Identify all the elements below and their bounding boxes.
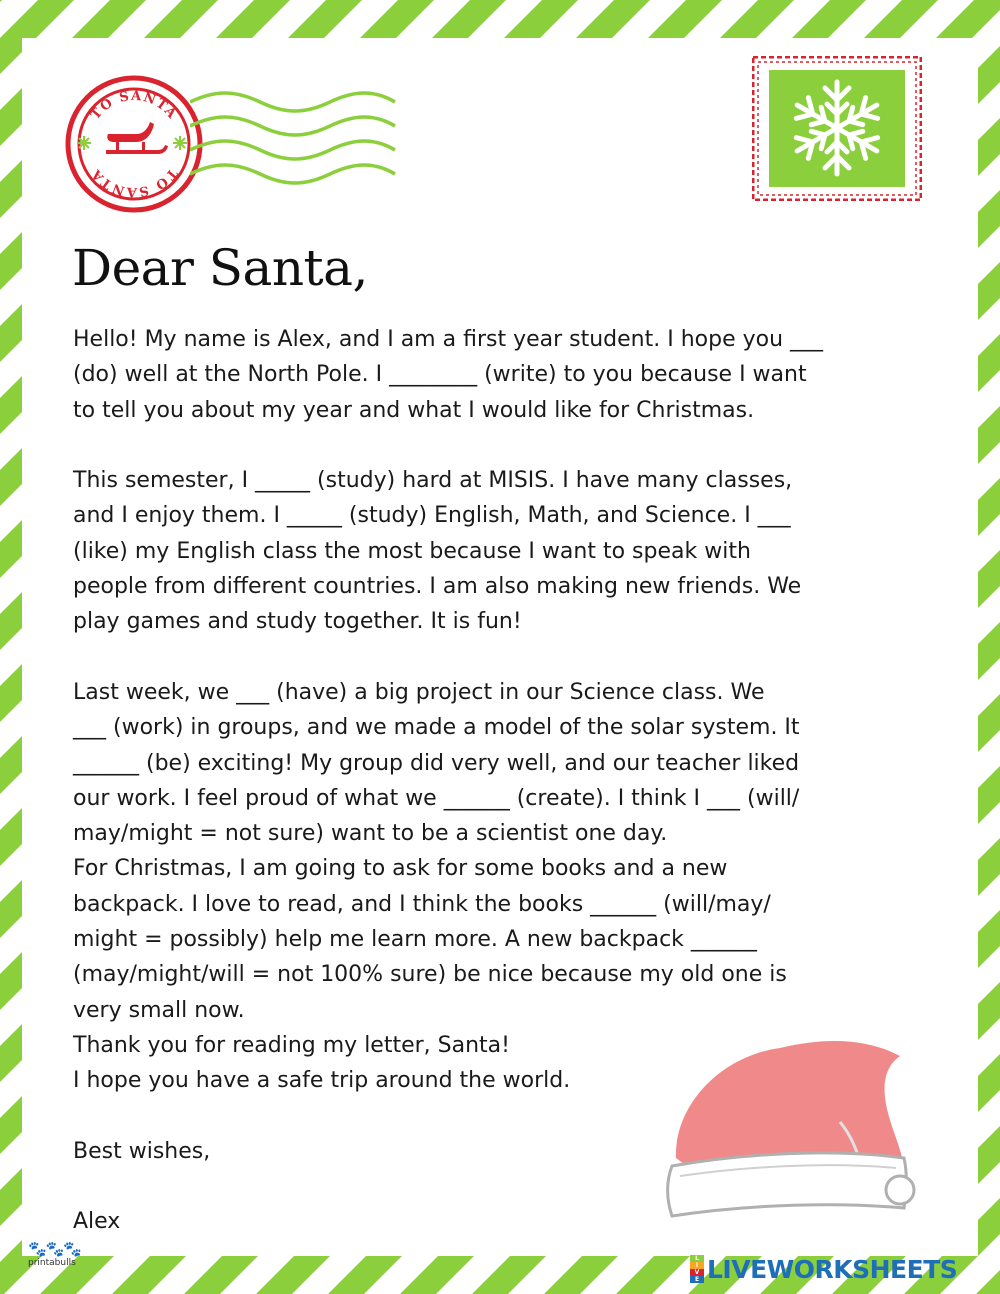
letter-line: ___ (work) in groups, and we made a model of the solar system. It xyxy=(73,715,800,741)
letter-line: For Christmas, I am going to ask for some books and a new xyxy=(73,856,728,882)
letter-line: may/might = not sure) want to be a scientist one day. xyxy=(73,821,668,847)
letter-line: play games and study together. It is fun! xyxy=(73,609,522,635)
liveworksheets-badge-icon: L I V E xyxy=(690,1255,704,1283)
bulldog-icon: 🐾🐾🐾 xyxy=(28,1240,82,1258)
letter-line: ______ (be) exciting! My group did very well, and our teacher liked xyxy=(73,750,800,776)
letter-line: very small now. xyxy=(73,997,245,1023)
letter-line: Hello! My name is Alex, and I am a first year student. I hope you ___ xyxy=(73,327,824,352)
letter-line: our work. I feel proud of what we ______ (create). I think I ___ (will/ xyxy=(73,785,800,811)
letter-line: I hope you have a safe trip around the world. xyxy=(73,1068,571,1094)
svg-text:TO SANTA xyxy=(88,165,180,199)
letter-line: and I enjoy them. I _____ (study) English, Math, and Science. I ___ xyxy=(73,503,791,529)
paragraph-spacer xyxy=(73,640,923,675)
letter-line: Thank you for reading my letter, Santa! xyxy=(73,1032,510,1058)
letter-line: (do) well at the North Pole. I ________ (write) to you because I want xyxy=(73,362,807,388)
greeting-heading: Dear Santa, xyxy=(72,239,368,297)
postage-stamp xyxy=(752,56,922,201)
paragraph-spacer xyxy=(73,428,923,463)
letter-line: Best wishes, xyxy=(73,1138,211,1164)
to-santa-postmark xyxy=(62,72,207,217)
letter-line: (may/might/will = not 100% sure) be nice because my old one is xyxy=(73,962,787,988)
svg-text:TO SANTA xyxy=(88,89,180,123)
santa-hat-icon xyxy=(660,1026,920,1226)
letter-line: This semester, I _____ (study) hard at MISIS. I have many classes, xyxy=(73,468,793,494)
printabulls-logo xyxy=(28,1240,81,1268)
cancellation-lines xyxy=(190,88,400,188)
letter-line: to tell you about my year and what I would like for Christmas. xyxy=(73,397,755,423)
liveworksheets-logo xyxy=(690,1252,957,1286)
letter-line: Alex xyxy=(73,1209,121,1235)
sleigh-icon xyxy=(106,122,168,154)
letter-line: people from different countries. I am also making new friends. We xyxy=(73,574,802,600)
postmark-top-text: TO SANTA xyxy=(88,88,180,123)
postmark-bottom-text: TO SANTA xyxy=(88,165,180,200)
printabulls-logo-text: printabulls xyxy=(28,1258,76,1268)
letter-line: might = possibly) help me learn more. A new backpack ______ xyxy=(73,927,757,953)
letter-line: backpack. I love to read, and I think the books ______ (will/may/ xyxy=(73,891,771,917)
liveworksheets-brand-text: LIVEWORKSHEETS xyxy=(707,1254,958,1284)
letter-line: (like) my English class the most because I want to speak with xyxy=(73,538,751,564)
letter-line: Last week, we ___ (have) a big project in our Science class. We xyxy=(73,679,765,705)
